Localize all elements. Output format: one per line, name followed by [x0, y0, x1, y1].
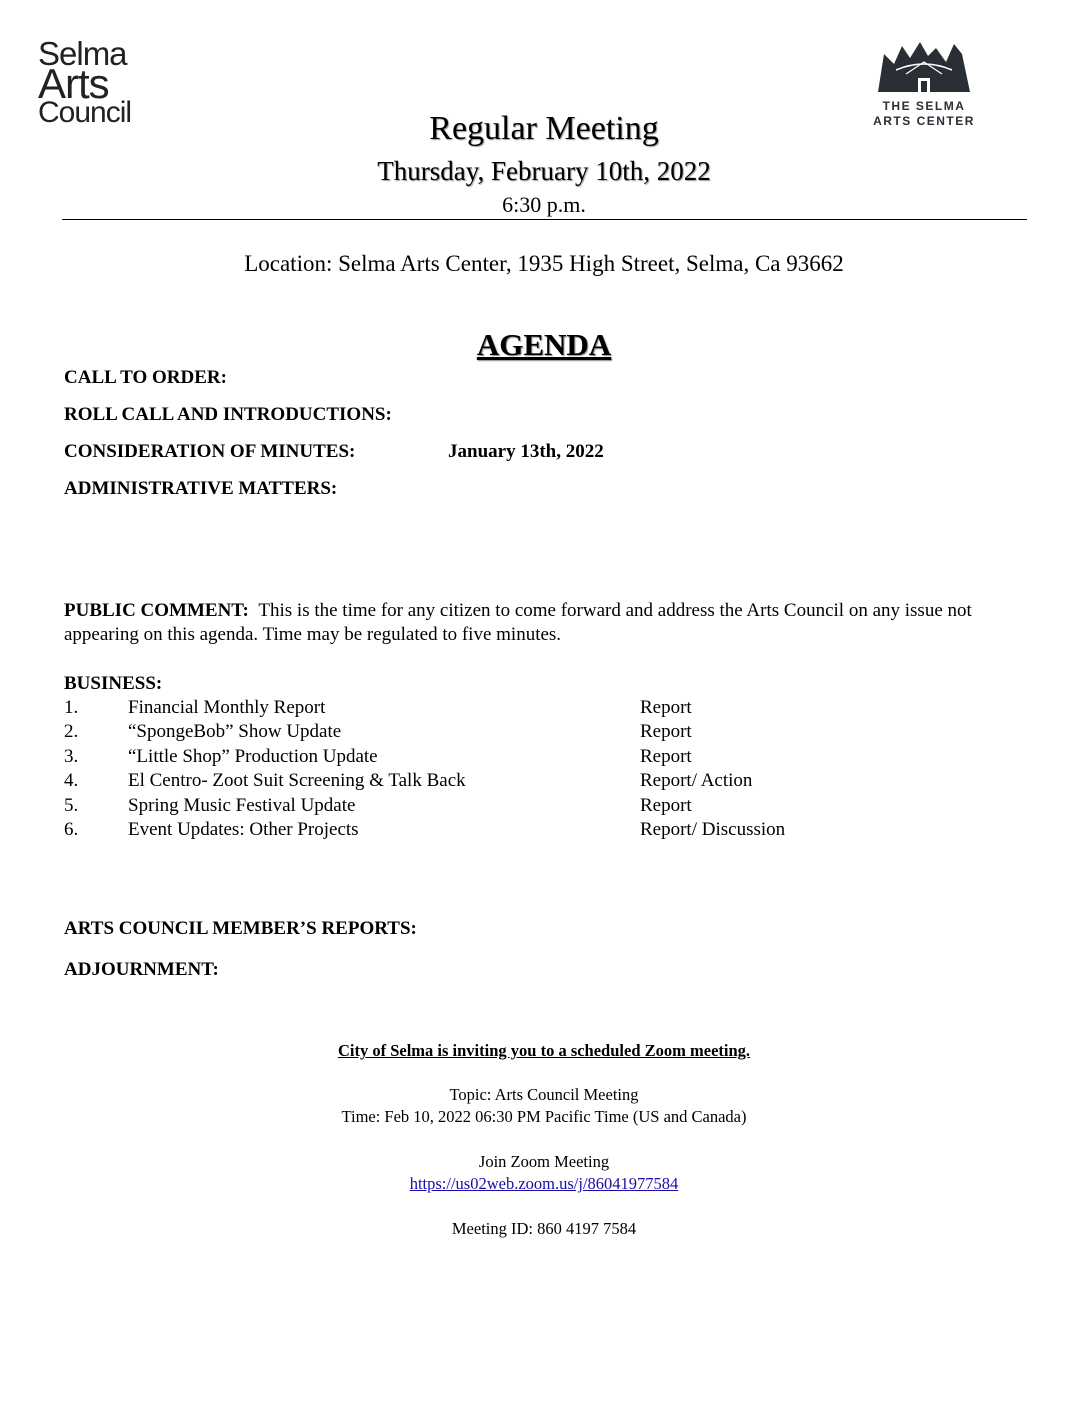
item-title: El Centro- Zoot Suit Screening & Talk Back — [128, 770, 466, 791]
arts-center-building-icon — [876, 40, 972, 94]
business-item — [64, 746, 1024, 770]
call-to-order: CALL TO ORDER: — [64, 367, 227, 388]
business-item — [64, 770, 1024, 794]
item-type: Report — [640, 795, 692, 816]
item-number: 4. — [64, 770, 79, 791]
zoom-meeting-link[interactable]: https://us02web.zoom.us/j/86041977584 — [409, 1174, 679, 1193]
public-comment — [64, 599, 1024, 647]
item-type: Report — [640, 721, 692, 742]
business-item — [64, 721, 1024, 745]
item-number: 5. — [64, 795, 79, 816]
public-comment-text: This is the time for any citizen to come forward and address the Arts Council on any issue not appearing on this agenda. Time may be regulated to five minutes. — [64, 600, 972, 645]
item-number: 6. — [64, 819, 79, 840]
item-title: Financial Monthly Report — [128, 697, 326, 718]
business-item — [64, 697, 1024, 721]
member-reports: ARTS COUNCIL MEMBER’S REPORTS: — [64, 918, 417, 939]
item-title: Spring Music Festival Update — [128, 795, 356, 816]
item-type: Report — [640, 746, 692, 767]
zoom-time: Time: Feb 10, 2022 06:30 PM Pacific Time (US and Canada) — [341, 1107, 747, 1126]
minutes-label: CONSIDERATION OF MINUTES: — [64, 441, 356, 462]
header-divider — [62, 219, 1027, 220]
zoom-invite: City of Selma is inviting you to a scheduled Zoom meeting. — [337, 1041, 751, 1060]
minutes-date: January 13th, 2022 — [448, 441, 604, 462]
zoom-join-label: Join Zoom Meeting — [478, 1152, 610, 1171]
business-item — [64, 795, 1024, 819]
zoom-meeting-id: Meeting ID: 860 4197 7584 — [451, 1219, 637, 1238]
logo-caption-2: ARTS CENTER — [873, 114, 975, 128]
administrative-matters: ADMINISTRATIVE MATTERS: — [64, 478, 338, 499]
item-type: Report — [640, 697, 692, 718]
item-title: “SpongeBob” Show Update — [128, 721, 342, 742]
item-title: “Little Shop” Production Update — [128, 746, 378, 767]
item-number: 2. — [64, 721, 79, 742]
logo-line-3: Council — [38, 96, 132, 130]
roll-call: ROLL CALL AND INTRODUCTIONS: — [64, 404, 392, 425]
item-type: Report/ Discussion — [640, 819, 786, 840]
adjournment: ADJOURNMENT: — [64, 959, 219, 980]
logo-line-2: Arts — [38, 60, 109, 108]
page-title: Regular Meeting — [429, 110, 659, 147]
agenda-heading: AGENDA — [476, 327, 612, 362]
zoom-link-row — [0, 1173, 1088, 1195]
item-number: 3. — [64, 746, 79, 767]
item-type: Report/ Action — [640, 770, 753, 791]
logo-line-1: Selma — [38, 35, 127, 72]
item-title: Event Updates: Other Projects — [128, 819, 359, 840]
logo-caption-1: THE SELMA — [882, 99, 966, 113]
item-number: 1. — [64, 697, 79, 718]
zoom-topic: Topic: Arts Council Meeting — [449, 1085, 639, 1104]
meeting-location: Location: Selma Arts Center, 1935 High Street, Selma, Ca 93662 — [244, 251, 844, 276]
business-label: BUSINESS: — [64, 673, 163, 694]
meeting-time: 6:30 p.m. — [502, 192, 586, 217]
business-item — [64, 819, 1024, 843]
public-comment-label: PUBLIC COMMENT: — [64, 600, 249, 621]
meeting-date: Thursday, February 10th, 2022 — [377, 156, 711, 186]
